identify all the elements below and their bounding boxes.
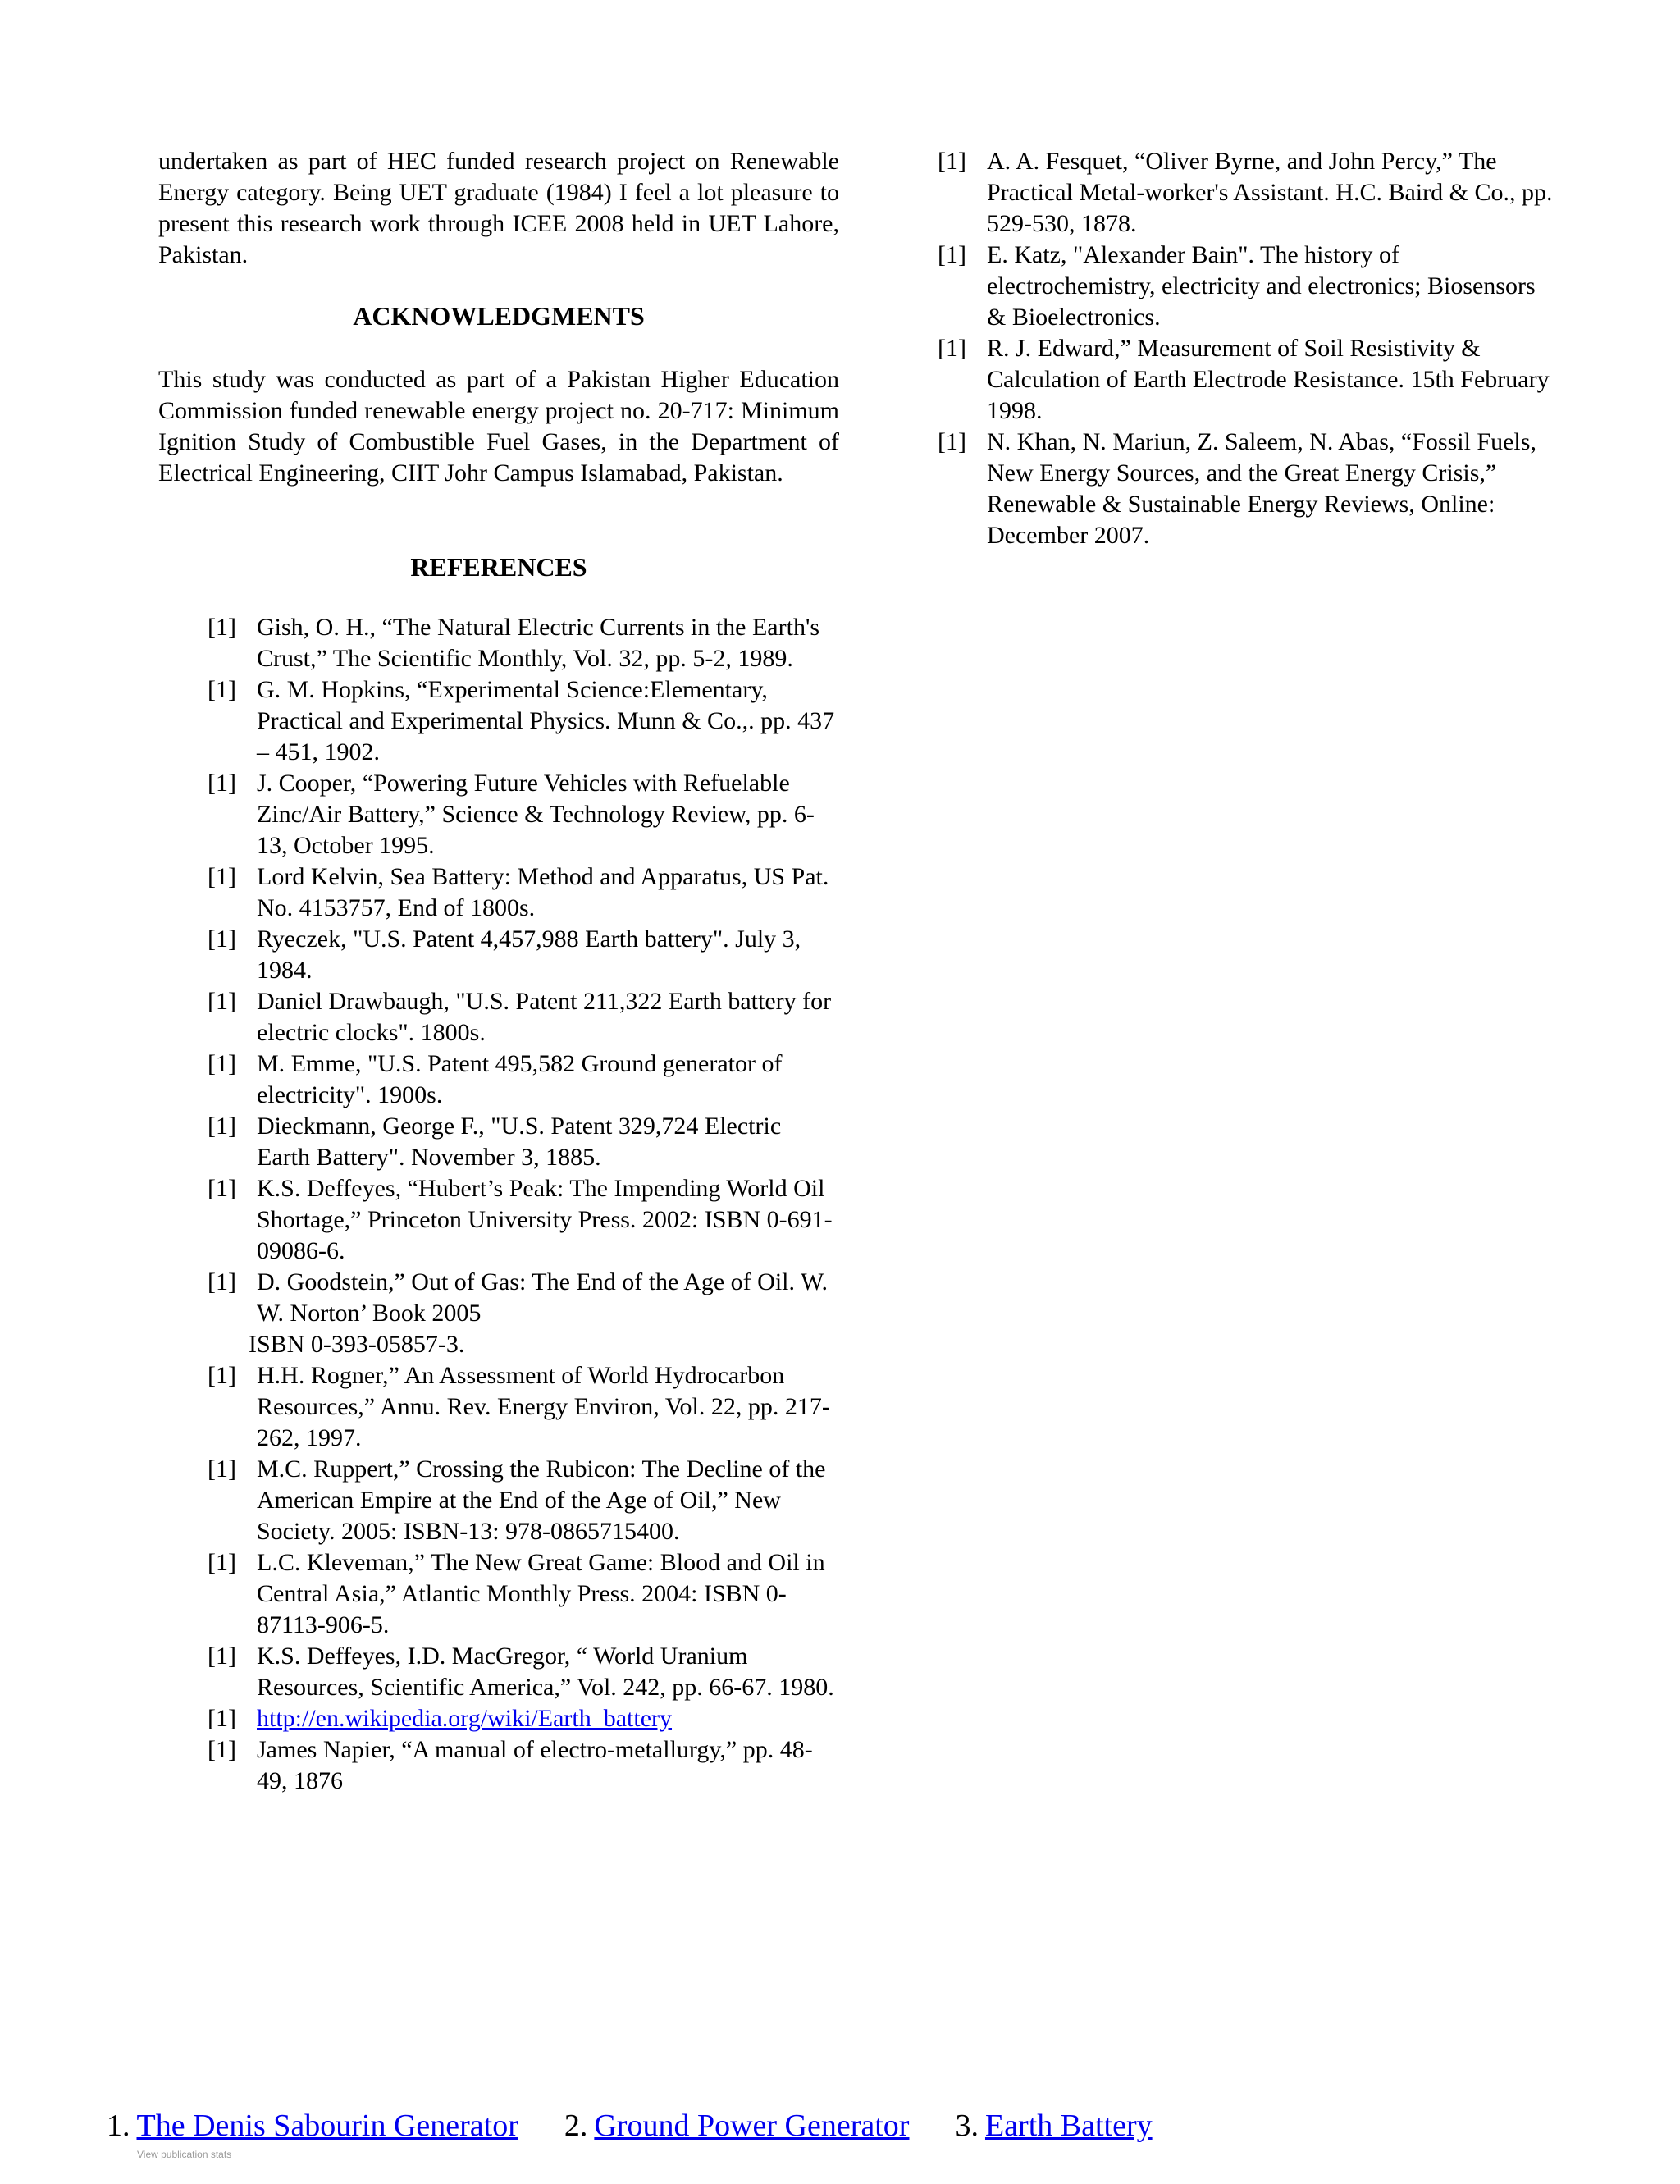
reference-item: [208, 986, 839, 1049]
reference-number: [1]: [208, 863, 236, 890]
reference-number: [1]: [208, 676, 236, 703]
reference-item: [208, 1111, 839, 1173]
reference-text: Dieckmann, George F., "U.S. Patent 329,724 Electric Earth Battery". November 3, 1885.: [257, 1113, 782, 1171]
footer-links: [107, 2107, 1198, 2145]
reference-number: [1]: [208, 1705, 236, 1732]
reference-item: [208, 612, 839, 674]
reference-item: [208, 1547, 839, 1641]
reference-number: [1]: [208, 614, 236, 641]
reference-text: Gish, O. H., “The Natural Electric Currents in the Earth's Crust,” The Scientific Monthly, Vol. 32, pp. 5-2, 1989.: [257, 614, 820, 672]
footer-link[interactable]: The Denis Sabourin Generator: [136, 2109, 518, 2143]
reference-item: [208, 1703, 839, 1734]
references-list-right: [938, 146, 1553, 551]
reference-number: [1]: [208, 770, 236, 797]
reference-text: K.S. Deffeyes, “Hubert’s Peak: The Impending World Oil Shortage,” Princeton University Press. 2002: ISBN 0-691-09086-6.: [257, 1175, 833, 1264]
reference-number: [1]: [208, 1175, 236, 1202]
reference-text: L.C. Kleveman,” The New Great Game: Blood and Oil in Central Asia,” Atlantic Monthly Press. 2004: ISBN 0-87113-906-5.: [257, 1549, 825, 1638]
reference-number: [1]: [208, 1268, 236, 1295]
left-column: [158, 146, 839, 1797]
footer-link-item: [564, 2107, 910, 2145]
reference-text: H.H. Rogner,” An Assessment of World Hydrocarbon Resources,” Annu. Rev. Energy Environ, Vol. 22, pp. 217-262, 1997.: [257, 1362, 830, 1451]
reference-item: [208, 924, 839, 986]
reference-link[interactable]: http://en.wikipedia.org/wiki/Earth_battery: [257, 1705, 673, 1732]
reference-text: Lord Kelvin, Sea Battery: Method and Apparatus, US Pat. No. 4153757, End of 1800s.: [257, 863, 829, 921]
reference-item: [208, 674, 839, 768]
references-list-left: [158, 612, 839, 1797]
footer-link-number: 2.: [564, 2109, 588, 2143]
acknowledgments-text: This study was conducted as part of a Pakistan Higher Education Commission funded renewable energy project no. 20-717: Minimum Ignition Study of Combustible Fuel Gases, in the Department of Electrical Engineering, CIIT Johr Campus Islamabad, Pakistan.: [158, 366, 839, 487]
reference-number: [1]: [208, 1050, 236, 1077]
reference-item: [208, 861, 839, 924]
reference-number: [1]: [208, 1455, 236, 1483]
reference-number: [1]: [938, 148, 966, 175]
reference-number: [1]: [208, 1113, 236, 1140]
reference-text: R. J. Edward,” Measurement of Soil Resistivity & Calculation of Earth Electrode Resistance. 15th February 1998.: [987, 335, 1550, 424]
reference-item: [208, 1454, 839, 1547]
reference-text: ISBN 0-393-05857-3.: [249, 1331, 465, 1358]
reference-item: [208, 1267, 839, 1329]
reference-item: [938, 333, 1553, 427]
reference-text: K.S. Deffeyes, I.D. MacGregor, “ World Uranium Resources, Scientific America,” Vol. 242, pp. 66-67. 1980.: [257, 1643, 834, 1701]
reference-item: [208, 1360, 839, 1454]
reference-text: Daniel Drawbaugh, "U.S. Patent 211,322 Earth battery for electric clocks". 1800s.: [257, 988, 832, 1046]
reference-number: [1]: [208, 1362, 236, 1389]
reference-number: [1]: [938, 428, 966, 455]
reference-text: E. Katz, "Alexander Bain". The history of electrochemistry, electricity and electronics; Biosensors & Bioelectronics.: [987, 241, 1536, 331]
reference-text: James Napier, “A manual of electro-metallurgy,” pp. 48-49, 1876: [257, 1736, 813, 1794]
acknowledgments-heading: ACKNOWLEDGMENTS: [353, 301, 645, 331]
footer-link-number: 1.: [107, 2109, 130, 2143]
reference-number: [1]: [938, 335, 966, 362]
footer-link[interactable]: Earth Battery: [984, 2109, 1153, 2143]
footer-link-item: [955, 2107, 1152, 2145]
references-heading: REFERENCES: [410, 552, 587, 582]
reference-text: A. A. Fesquet, “Oliver Byrne, and John Percy,” The Practical Metal-worker's Assistant. H.C. Baird & Co., pp. 529-530, 1878.: [987, 148, 1553, 237]
reference-item: [208, 1329, 839, 1360]
reference-text: D. Goodstein,” Out of Gas: The End of the Age of Oil. W. W. Norton’ Book 2005: [257, 1268, 829, 1327]
reference-text: N. Khan, N. Mariun, Z. Saleem, N. Abas, “Fossil Fuels, New Energy Sources, and the Great Energy Crisis,” Renewable & Sustainable Energy Reviews, Online: December 2007.: [987, 428, 1536, 549]
reference-text: M. Emme, "U.S. Patent 495,582 Ground generator of electricity". 1900s.: [257, 1050, 783, 1108]
right-column: [938, 146, 1553, 551]
footer-link-number: 3.: [955, 2109, 979, 2143]
reference-number: [1]: [208, 988, 236, 1015]
reference-item: [208, 1734, 839, 1797]
reference-number: [1]: [208, 1549, 236, 1576]
reference-item: [938, 240, 1553, 333]
reference-text: M.C. Ruppert,” Crossing the Rubicon: The Decline of the American Empire at the End of the Age of Oil,” New Society. 2005: ISBN-13: 978-0865715400.: [257, 1455, 826, 1545]
reference-text: G. M. Hopkins, “Experimental Science:Elementary, Practical and Experimental Physics. Munn & Co.,. pp. 437 – 451, 1902.: [257, 676, 835, 765]
footer-link[interactable]: Ground Power Generator: [594, 2109, 910, 2143]
intro-paragraph: undertaken as part of HEC funded research project on Renewable Energy category. Being UET graduate (1984) I feel a lot pleasure to present this research work through ICEE 2008 held in UET Lahore, Pakistan.: [158, 148, 839, 268]
reference-number: [1]: [208, 1736, 236, 1763]
reference-number: [1]: [938, 241, 966, 268]
reference-text: J. Cooper, “Powering Future Vehicles with Refuelable Zinc/Air Battery,” Science & Technology Review, pp. 6-13, October 1995.: [257, 770, 815, 859]
reference-item: [938, 427, 1553, 551]
reference-number: [1]: [208, 1643, 236, 1670]
reference-item: [208, 1173, 839, 1267]
reference-number: [1]: [208, 925, 236, 953]
reference-item: [208, 768, 839, 861]
reference-item: [208, 1049, 839, 1111]
reference-text: Ryeczek, "U.S. Patent 4,457,988 Earth battery". July 3, 1984.: [257, 925, 801, 984]
reference-item: [208, 1641, 839, 1703]
reference-item: [938, 146, 1553, 240]
footer-link-item: [107, 2107, 518, 2145]
view-publication-stats[interactable]: View publication stats: [137, 2149, 232, 2160]
